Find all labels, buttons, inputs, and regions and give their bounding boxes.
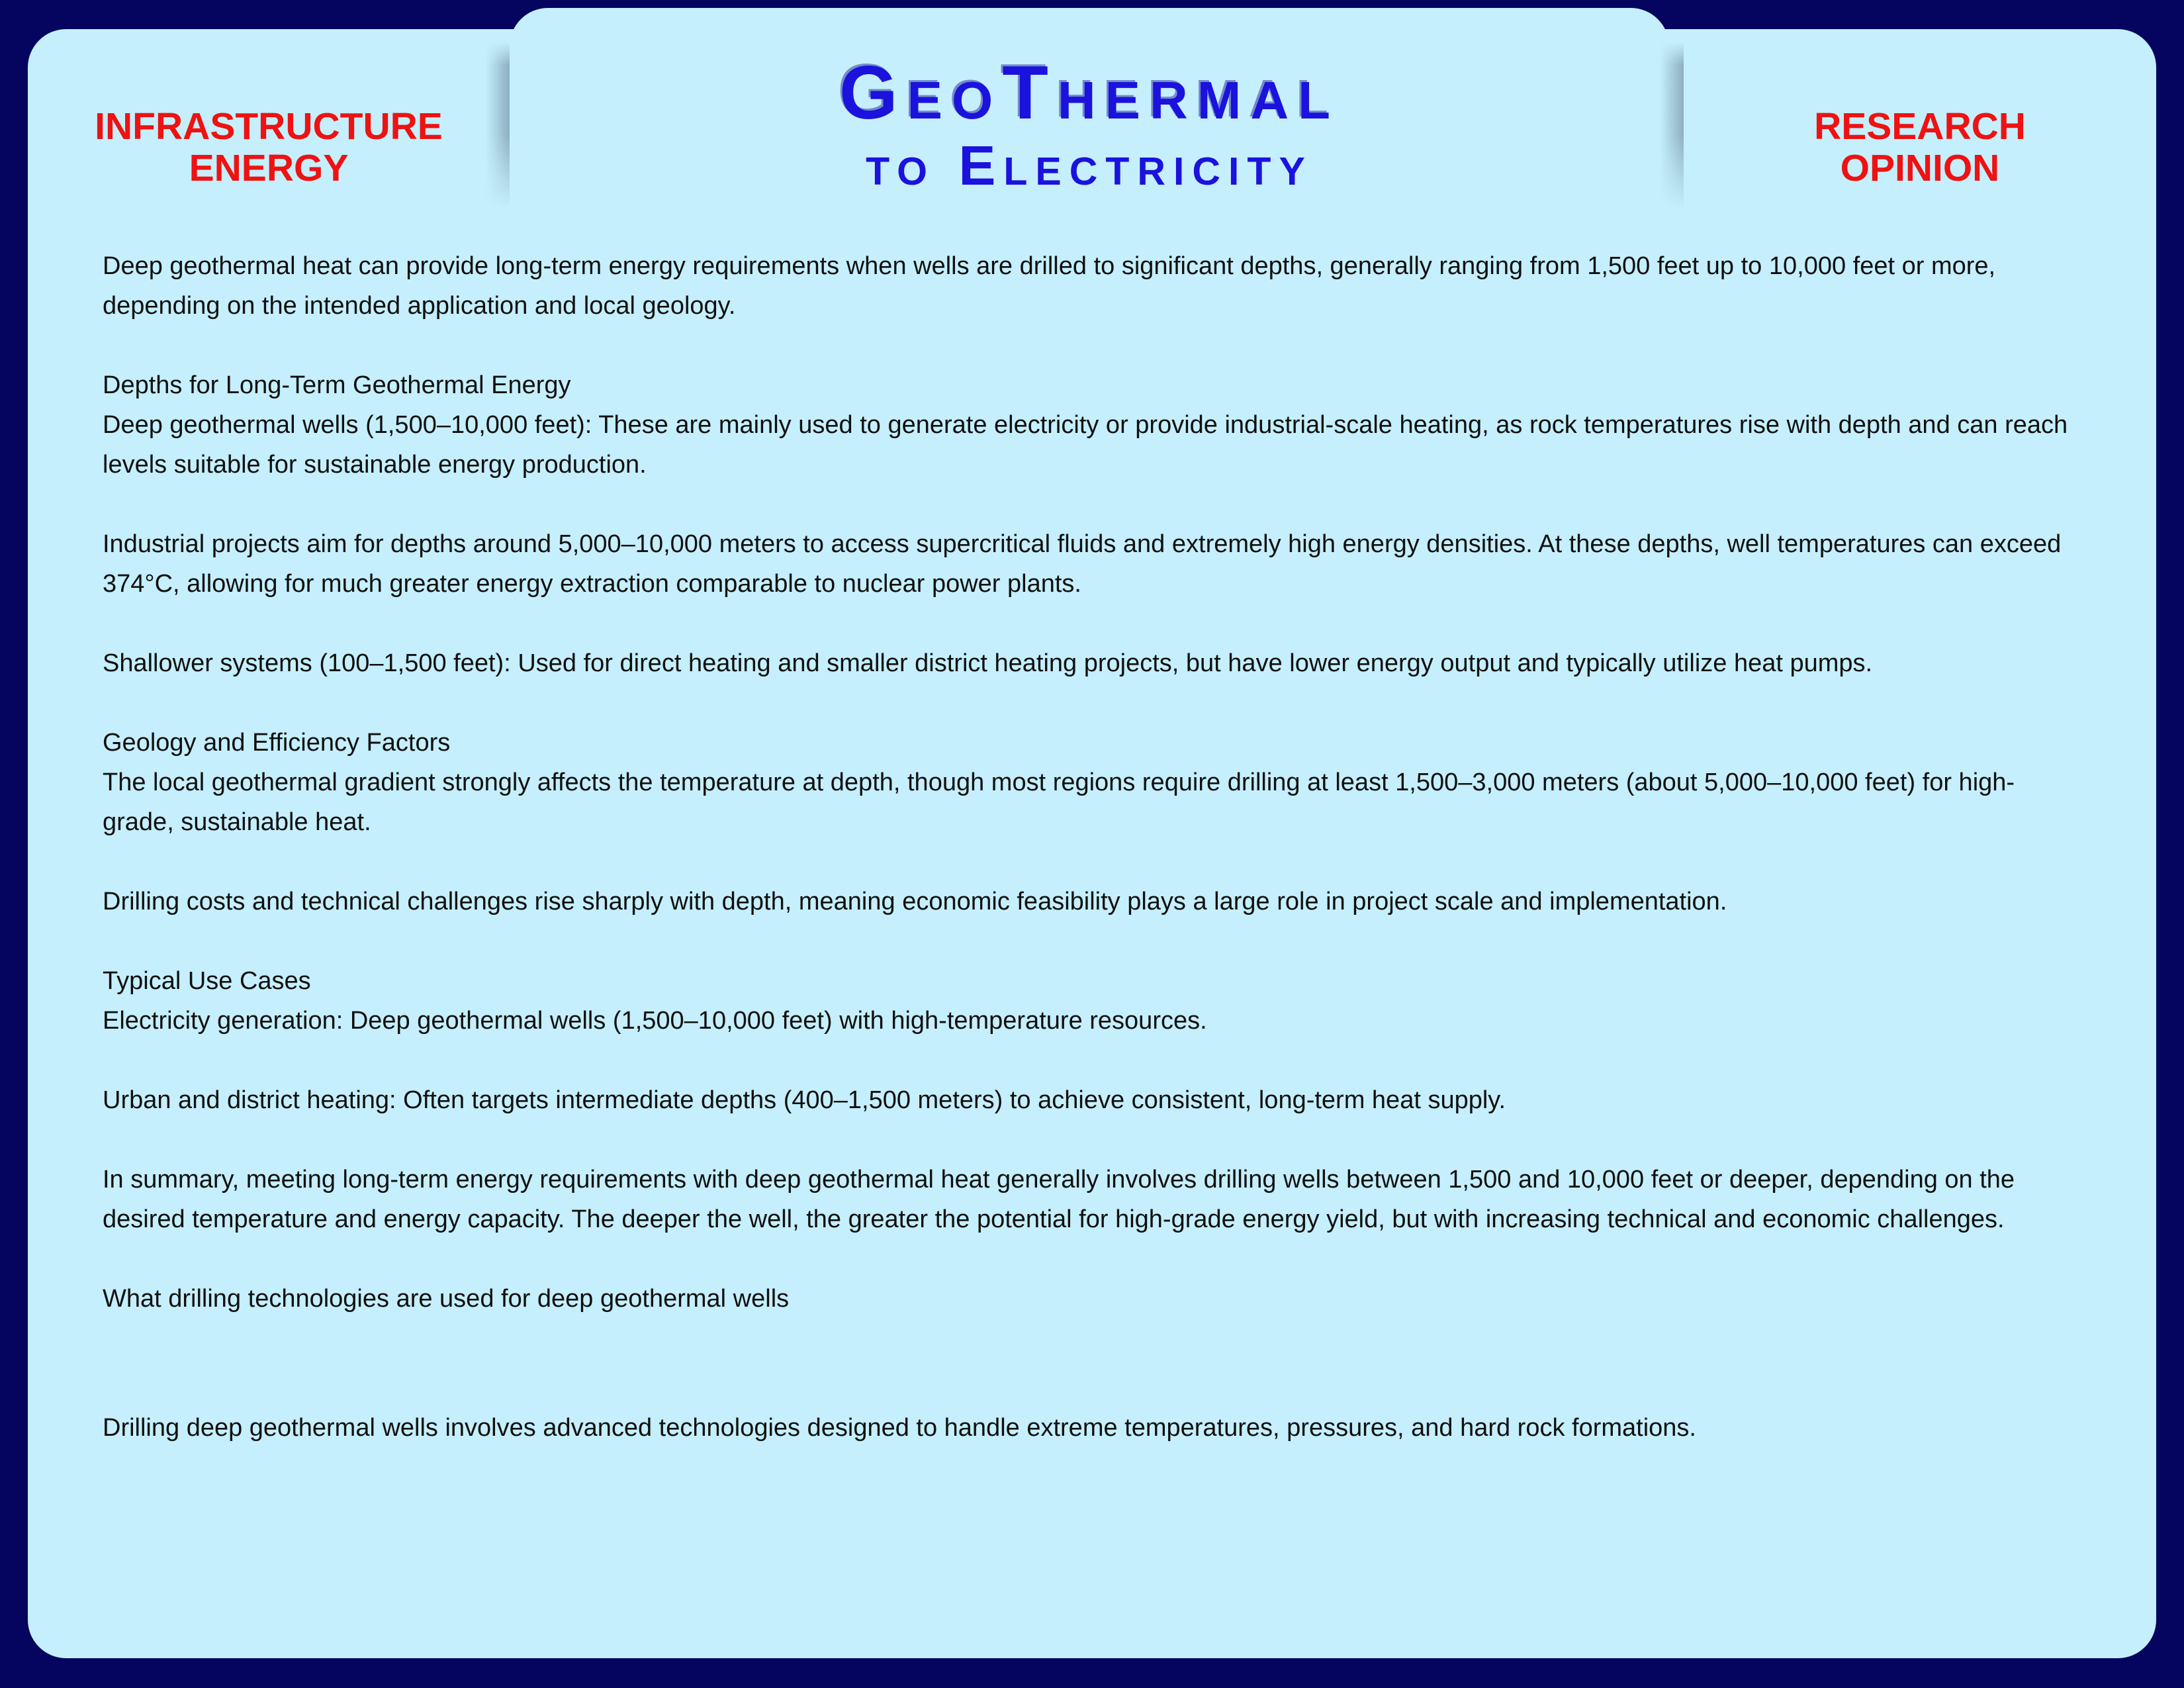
paragraph-heading: Geology and Efficiency Factors (103, 729, 451, 757)
article-body (103, 246, 2081, 1487)
paragraph (103, 1279, 2081, 1319)
paragraph-text: The local geothermal gradient strongly affects the temperature at depth, though most regions require drilling at least 1,500–3,000 meters (about 5,000–10,000 feet) for high-grade, sustainable heat. (103, 769, 2015, 836)
paragraph (103, 723, 2081, 842)
paragraph-text: Drilling costs and technical challenges rise sharply with depth, meaning economic feasibility plays a large role in project scale and implementation. (103, 888, 1727, 915)
tab-research-opinion[interactable] (1684, 106, 2156, 189)
paragraph-text: What drilling technologies are used for deep geothermal wells (103, 1285, 790, 1313)
paragraph (103, 1160, 2081, 1239)
paragraph-text: Industrial projects aim for depths around 5,000–10,000 meters to access supercritical fluids and extremely high energy densities. At these depths, well temperatures can exceed 374°C, allowing for much greater energy extraction comparable to nuclear power plants. (103, 530, 2062, 598)
paragraph-text: Drilling deep geothermal wells involves advanced technologies designed to handle extreme temperatures, pressures, and hard rock formations. (103, 1414, 1696, 1442)
paragraph-text: Deep geothermal heat can provide long-term energy requirements when wells are drilled to significant depths, generally ranging from 1,500 feet up to 10,000 feet or more, depending on the intended application and local geology. (103, 252, 1996, 320)
paragraph-heading: Depths for Long-Term Geothermal Energy (103, 371, 571, 399)
paragraph (103, 1080, 2081, 1120)
paragraph (103, 365, 2081, 485)
paragraph-text: In summary, meeting long-term energy requirements with deep geothermal heat generally involves drilling wells between 1,500 and 10,000 feet or deeper, depending on the desired temperature and energy capacity. The deeper the well, the greater the potential for high-grade energy yield, but with increasing technical and economic challenges. (103, 1166, 2015, 1233)
page-subtitle: to Electricity (866, 134, 1313, 197)
paragraph (103, 1408, 2081, 1448)
paragraph (103, 643, 2081, 683)
page-title: GeoThermal (839, 51, 1340, 135)
paragraph (103, 246, 2081, 326)
paragraph-heading: Typical Use Cases (103, 967, 311, 995)
paragraph-text: Urban and district heating: Often targets intermediate depths (400–1,500 meters) to achieve consistent, long-term heat supply. (103, 1086, 1506, 1114)
paragraph (103, 882, 2081, 921)
paragraph (103, 961, 2081, 1041)
paragraph (103, 524, 2081, 604)
paragraph-text: Deep geothermal wells (1,500–10,000 feet): These are mainly used to generate electricity or provide industrial-scale heating, as rock temperatures rise with depth and can reach levels suitable for sustainable energy production. (103, 411, 2068, 479)
paragraph-text: Shallower systems (100–1,500 feet): Used for direct heating and smaller district heating projects, but have lower energy output and typically utilize heat pumps. (103, 649, 1873, 677)
tab-infrastructure-energy[interactable] (28, 106, 510, 189)
tab-research-opinion-line1: RESEARCH (1814, 105, 2026, 148)
tab-research-opinion-line2: OPINION (1840, 147, 2000, 189)
tab-infrastructure-energy-line1: INFRASTRUCTURE (95, 105, 443, 148)
paragraph-text: Electricity generation: Deep geothermal wells (1,500–10,000 feet) with high-temperature resources. (103, 1007, 1207, 1035)
tab-infrastructure-energy-line2: ENERGY (189, 147, 349, 189)
